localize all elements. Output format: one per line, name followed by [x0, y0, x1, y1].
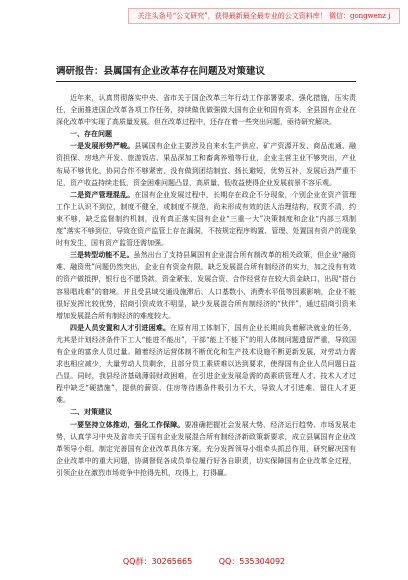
paragraph-text: 在原有用工体制下，国有企业长期肩负着解决就业的任务，尤其是计划经济条件下工人“能进不能出”，干部“能上不能下”的用人体制问题遗留严重，导致国有企业的富余人员过量。随着经济运营体制不断优化和生产技术设施不断更新发展，对劳动力需求也相应减少，大量劳动人员剩余，且部分员工素质难以达到要求，使得国有企业人员问题日益凸显。同时，我县经济基础薄弱财政困难，在引进企业发展急需的高素质管理人才、技术人才过程中缺乏“硬措施”，提供的薪资、住房等待遇条件吸引力不大，导致人才引进难、留住人才更难。 [56, 323, 356, 405]
body-paragraph [56, 419, 356, 479]
qq-group-text: QQ群：30265665 [122, 557, 193, 566]
section-heading: 一、存在问题 [70, 129, 112, 139]
body-paragraph [56, 92, 356, 128]
body-paragraph [56, 189, 356, 249]
paragraph-text: 在国有企业发展过程中，长期存在政企不分现象，个别企业在资产管理工作上认识不到位，制度不健全，或制度不规范，尚未形成有效的法人治理结构，权责不清，约束不够，缺乏监督制约机制，没有真正落实国有企业“三重一大”决策制度和企业“内部三项制度”落实不够到位，导致在资产监管上存在漏洞，不按规定程序购置、管理、处置国有资产的现象时有发生，国有资产监管还需加强。 [56, 190, 356, 248]
paragraph-text: 近年来，认真贯彻落实中央、省市关于国企改革三年行动工作部署要求，强化措施，压实责任，全面推进国企改革各项工作任务，持续做优做强做大国有企业和国有资本，全县国有企业在深化改革中实现了高质量发展。但在改革过程中，还存在着一些突出问题，亟待研究解决。 [56, 94, 356, 127]
paragraph-lead: 一是发展形势严峻。 [70, 141, 135, 151]
title-divider [56, 81, 356, 82]
promo-banner[interactable]: 关注头条号“公文研究”，获得最新最全最专业的公文资料库！ 微信：gongwenz j [128, 8, 400, 24]
paragraph-lead: 三是转型动能不足。 [70, 250, 134, 260]
body-paragraph [56, 249, 356, 322]
body-paragraph [56, 322, 356, 407]
contact-footer [0, 556, 408, 567]
paragraph-text: 要准确把握社会发展大势、经济运行趋势、市场发展走势，认真学习中央及省市关于国有企业发展混合所有制经济新政策新要求，成立县属国有企业改革领导小组，制定完善国有企业改革具体方案。充分发挥领导小组牵头抓总作用，研究解决国有企业改革中的重大问题，协调督促各成员单位履行好各自职责，切实保障国有企业改革全过程，引领企业在激烈市场竞争中抢得先机，攻得上，打得赢。 [56, 420, 356, 477]
paragraph-text: 虽然出台了支持县属国有企业混合所有制改革的相关政策，但企业“融资难、融资贵”问题仍然突出，企业自有资金有限，缺乏发展混合所有制经济的实力，加之没有有效的资产做抵押，银行也不愿贷款，资金紧张，发展合资、合作经营存在较大资金缺口，出现“搭台容易唱戏难”的窘境。并且受县域交通设施滞后、人口基数小、消费水平低等因素影响，企业不能很好发挥比较优势，招商引资成效不明显，缺少发展混合所有制经济的“伙伴”，通过招商引资来增加发展混合所有制经济的难度较大。 [56, 251, 356, 320]
paragraph-text: 县属国有企业主要涉及自来水生产供应、矿产资源开发、商品流通、融资担保、房地产开发、旅游饭店、果品深加工和畜禽养殖等行业，企业主营主业不够突出，产业布局不够优化，协同合作不够紧密，没有做到团结制宜、扬长避短，优势互补，发展后劲严重不足，资产收益持续走低，资金困难问题凸显，高质量、低收益使得企业发展前景不容乐观。 [56, 142, 356, 187]
page-title: 调研报告：县属国有企业改革存在问题及对策建议 [56, 66, 266, 77]
paragraph-lead: 二是资产管理混乱。 [70, 189, 135, 199]
paragraph-lead: 四是人员安置和人才引进困难。 [70, 322, 171, 332]
body-paragraph [56, 140, 356, 188]
document-body [56, 92, 356, 547]
section-heading: 二、对策建议 [70, 407, 112, 417]
qq-text: QQ：535304092 [218, 557, 286, 566]
paragraph-lead: 一要坚持立体推动，强化工作保障。 [70, 419, 185, 429]
